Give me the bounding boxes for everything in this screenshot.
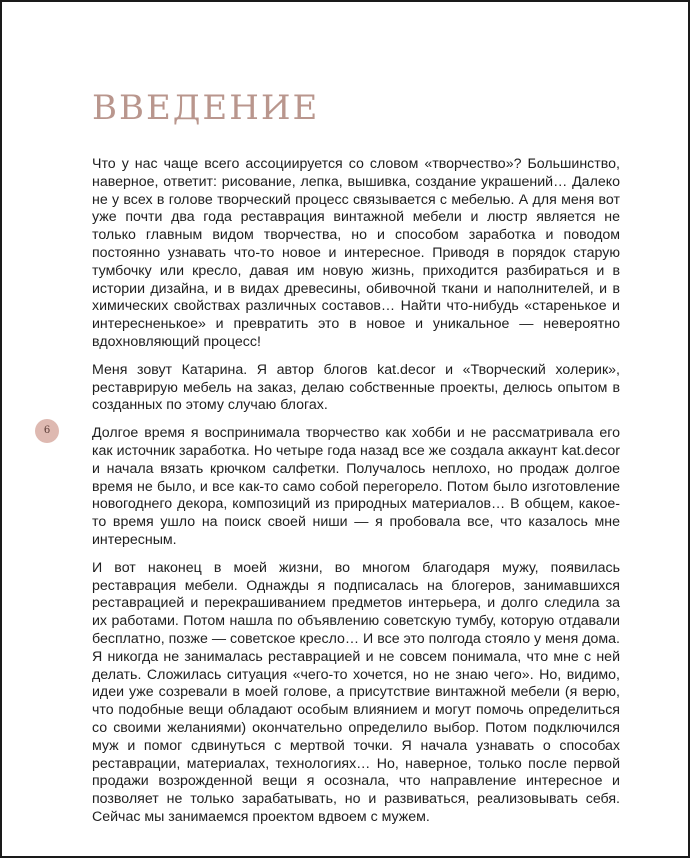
chapter-body xyxy=(92,156,620,837)
paragraph-3: Долгое время я воспринимала творчество как хобби и не рассматривала его как источник заработка. Но четыре года назад все же создала аккаунт kat.decor и начала вязать крючком салфетки. Получалось неплохо, но продаж долгое время не было, и все как-то само собой перегорело. Потом было изготовление новогоднего декора, композиций из природных материалов… В общем, какое-то время ушло на поиск своей ниши — я пробовала все, что казалось мне интересным. xyxy=(92,425,620,548)
paragraph-1: Что у нас чаще всего ассоциируется со словом «творчество»? Большинство, наверное, ответит: рисование, лепка, вышивка, создание украшений… Далеко не у всех в голове творческий процесс связывается с мебелью. А для меня вот уже почти два года реставрация винтажной мебели и люстр является не только главным видом творчества, но и способом заработка и поводом постоянно узнавать что-то новое и интересное. Приводя в порядок старую тумбочку или кресло, давая им новую жизнь, приходится разбираться и в истории дизайна, и в видах древесины, обивочной ткани и наполнителей, и в химических свойствах различных составов… Найти что-нибудь «старенькое и интересненькое» и превратить это в новое и уникальное — невероятно вдохновляющий процесс! xyxy=(92,156,620,350)
page-number-badge: 6 xyxy=(35,419,59,443)
paragraph-4: И вот наконец в моей жизни, во многом благодаря мужу, появилась реставрация мебели. Однажды я подписалась на блогеров, занимавшихся реставрацией и перекрашиванием предметов интерьера, и долго следила за их работами. Потом нашла по объявлению советскую тумбу, которую отдавали бесплатно, позже — советское кресло… И все это полгода стояло у меня дома. Я никогда не занималась реставрацией и не совсем понимала, что мне с ней делать. Сложилась ситуация «чего-то хочется, но не знаю чего». Но, видимо, идеи уже созревали в моей голове, а присутствие винтажной мебели (я верю, что подобные вещи обладают особым влиянием и могут помочь определиться со своими желаниями) окончательно определило выбор. Потом подключился муж и помог сдвинуться с мертвой точки. Я начала узнавать о способах реставрации, материалах, технологиях… Но, наверное, только после первой продажи возрожденной вещи я осознала, что направление интересное и позволяет не только зарабатывать, но и развиваться, реализовывать себя. Сейчас мы занимаемся проектом вдвоем с мужем. xyxy=(92,559,620,825)
chapter-title: ВВЕДЕНИЕ xyxy=(92,88,320,128)
paragraph-2: Меня зовут Катарина. Я автор блогов kat.decor и «Творческий холерик», реставрирую мебель на заказ, делаю собственные проекты, делюсь опытом в созданных по этому случаю блогах. xyxy=(92,361,620,414)
